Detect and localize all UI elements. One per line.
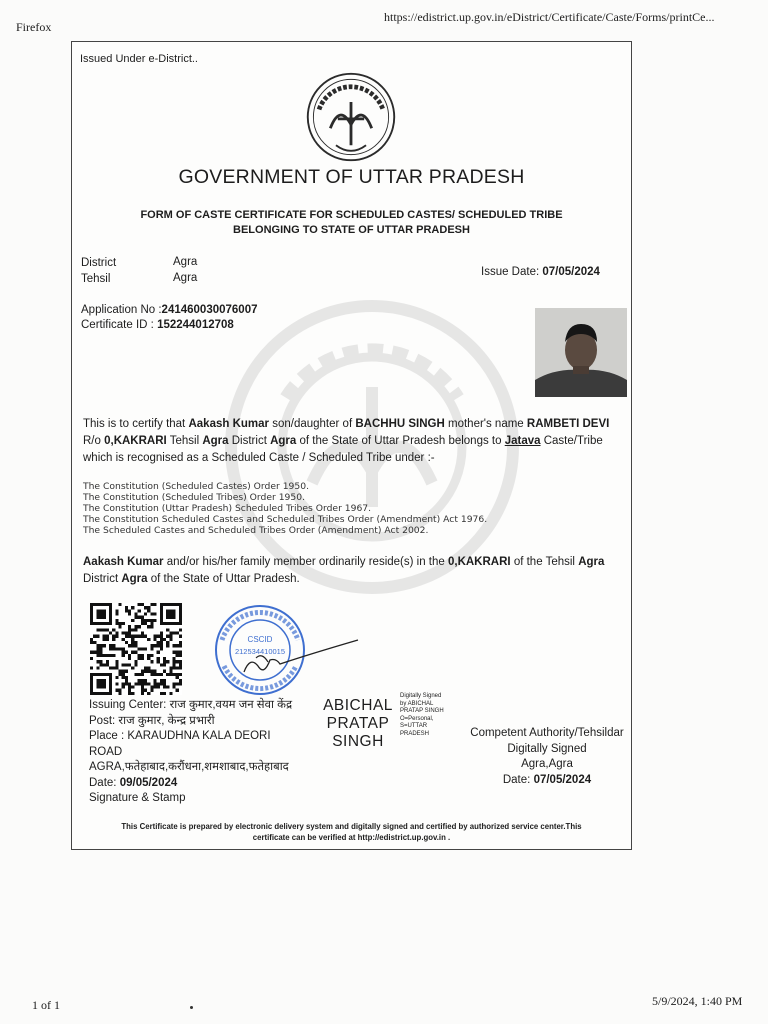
qr-code bbox=[90, 603, 182, 695]
svg-text:CSCID: CSCID bbox=[247, 635, 273, 644]
digital-signer-name: ABICHAL PRATAP SINGH bbox=[323, 697, 393, 750]
print-timestamp: 5/9/2024, 1:40 PM bbox=[652, 994, 743, 1008]
act-item: The Constitution (Uttar Pradesh) Scheduled Tribes Order 1967. bbox=[83, 503, 372, 514]
browser-name: Firefox bbox=[16, 20, 52, 34]
page-title: GOVERNMENT OF UTTAR PRADESH bbox=[178, 166, 525, 188]
issue-date: Issue Date: 07/05/2024 bbox=[481, 266, 600, 278]
certificate-subtitle: FORM OF CASTE CERTIFICATE FOR SCHEDULED CASTES/ SCHEDULED TRIBE BELONGING TO STATE OF UTTAR PRADESH bbox=[140, 209, 563, 236]
scan-dot bbox=[190, 1006, 193, 1009]
svg-text:212534410015: 212534410015 bbox=[234, 647, 286, 656]
district-value: Agra bbox=[173, 256, 198, 268]
tehsil-value: Agra bbox=[173, 272, 198, 284]
applicant-photo bbox=[535, 308, 627, 397]
residence-paragraph: Aakash Kumar and/or his/her family member ordinarily reside(s) in the 0,KAKRARI of the Tehsil Agra District Agra of the State of Uttar Pradesh. bbox=[83, 556, 605, 585]
certificate-id: Certificate ID : 152244012708 bbox=[81, 319, 234, 331]
digital-signature-details: Digitally Signed by ABICHAL PRATAP SINGH O=Personal, S=UTTAR PRADESH bbox=[400, 693, 444, 737]
tehsil-label: Tehsil bbox=[81, 273, 111, 285]
certification-paragraph: This is to certify that Aakash Kumar son/daughter of BACHHU SINGH mother's name RAMBETI DEVI R/o 0,KAKRARI Tehsil Agra District Agra of the State of Uttar Pradesh belongs to Jatava Caste/Tribe which is recognised as a Scheduled Caste / Scheduled Tribe under :- bbox=[83, 418, 610, 464]
district-label: District bbox=[81, 257, 117, 269]
caste-certificate bbox=[71, 41, 632, 850]
act-item: The Constitution Scheduled Castes and Scheduled Tribes Order (Amendment) Act 1976. bbox=[83, 514, 488, 525]
act-item: The Constitution (Scheduled Tribes) Order 1950. bbox=[83, 492, 306, 503]
page-url: https://edistrict.up.gov.in/eDistrict/Certificate/Caste/Forms/printCe... bbox=[384, 10, 715, 24]
acts-list bbox=[83, 481, 487, 536]
cscid-stamp bbox=[210, 600, 370, 712]
up-government-emblem-icon bbox=[304, 70, 398, 164]
competent-authority: Competent Authority/Tehsildar Digitally Signed Agra,Agra Date: 07/05/2024 bbox=[470, 727, 624, 786]
issuing-center-details: Issuing Center: राज कुमार,वयम जन सेवा केंद्र Post: राज कुमार, केन्द्र प्रभारी Place : KARAUDHNA KALA DEORI ROAD AGRA,फतेहाबाद,करौंधना,शमशाबाद,फतेहाबाद Date: 09/05/2024 Signature & Stamp bbox=[89, 699, 293, 804]
act-item: The Constitution (Scheduled Castes) Order 1950. bbox=[83, 481, 310, 492]
issued-under: Issued Under e-District.. bbox=[80, 53, 198, 65]
page-indicator: 1 of 1 bbox=[32, 998, 60, 1012]
verification-footnote: This Certificate is prepared by electronic delivery system and digitally signed and certified by authorized service center.This certificate can be verified at http://edistrict.up.gov.in . bbox=[121, 822, 582, 842]
application-no: Application No :241460030076007 bbox=[81, 304, 258, 316]
act-item: The Scheduled Castes and Scheduled Tribes Order (Amendment) Act 2002. bbox=[83, 525, 429, 536]
